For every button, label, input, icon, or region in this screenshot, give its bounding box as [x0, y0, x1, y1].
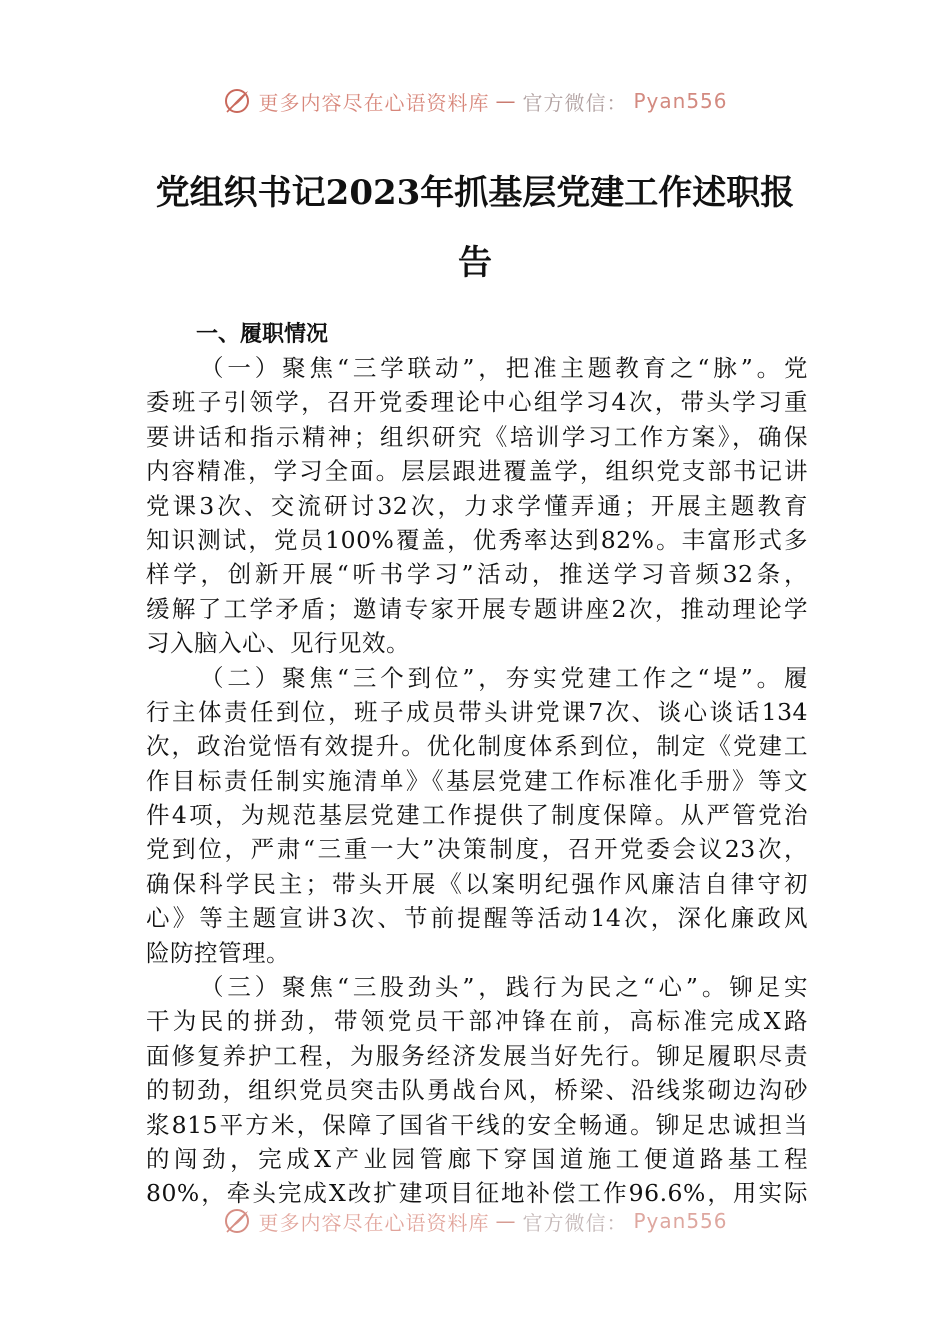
- watermark-text: 更多内容尽在心语资料库: [258, 1210, 490, 1235]
- watermark-dash: —: [495, 1209, 517, 1233]
- paragraph-3: [146, 970, 808, 1211]
- paragraph-line: （三）聚焦“三股劲头”，践行为民之“心”。铆足实: [200, 973, 808, 1002]
- paragraph-line: （一）聚焦“三学联动”，把准主题教育之“脉”。党: [200, 354, 808, 382]
- paragraph-line: 的韧劲，组织党员突击队勇战台风，桥梁、沿线浆砌边沟砂: [146, 1076, 808, 1105]
- feather-pen-logo-icon: [222, 1206, 252, 1236]
- paragraph-line: 作目标责任制实施清单》《基层党建工作标准化手册》等文: [146, 766, 808, 795]
- paragraph-line: 要讲话和指示精神；组织研究《培训学习工作方案》，确保: [146, 422, 808, 451]
- document-title: [145, 158, 805, 298]
- footer-watermark: [0, 1206, 950, 1240]
- watermark-wechat-label: 官方微信：: [522, 90, 628, 115]
- paragraph-line: 确保科学民主；带头开展《以案明纪强作风廉洁自律守初: [146, 869, 808, 898]
- paragraph-line: 知识测试，党员100%覆盖，优秀率达到82%。丰富形式多: [146, 525, 808, 554]
- paragraph-line: 样学，创新开展“听书学习”活动，推送学习音频32条，: [146, 560, 808, 589]
- paragraph-line: 面修复养护工程，为服务经济发展当好先行。铆足履职尽责: [146, 1041, 808, 1070]
- paragraph-line: 次，政治觉悟有效提升。优化制度体系到位，制定《党建工: [146, 732, 808, 761]
- watermark-wechat-id: Pyan556: [633, 1209, 728, 1233]
- paragraph-line: 的闯劲，完成X产业园管廊下穿国道施工便道路基工程: [146, 1144, 808, 1173]
- title-line-1: 党组织书记2023年抓基层党建工作述职报: [155, 173, 795, 213]
- feather-pen-logo-icon: [222, 86, 252, 116]
- watermark-wechat-label: 官方微信：: [522, 1210, 628, 1235]
- paragraph-line: 浆815平方米，保障了国省干线的安全畅通。铆足忠诚担当: [146, 1110, 808, 1139]
- watermark-wechat-id: Pyan556: [633, 89, 728, 113]
- watermark-dash: —: [495, 89, 517, 113]
- document-body: [146, 351, 808, 1211]
- section-heading: 一、履职情况: [196, 322, 329, 347]
- paragraph-line: 险防控管理。: [146, 938, 290, 967]
- paragraph-line: 缓解了工学矛盾；邀请专家开展专题讲座2次，推动理论学: [146, 594, 808, 623]
- paragraph-line: 干为民的拼劲，带领党员干部冲锋在前，高标准完成X路: [146, 1007, 808, 1036]
- paragraph-line: 内容精准，学习全面。层层跟进覆盖学，组织党支部书记讲: [146, 457, 808, 486]
- paragraph-line: 行主体责任到位，班子成员带头讲党课7次、谈心谈话134: [146, 697, 808, 726]
- paragraph-line: 党到位，严肃“三重一大”决策制度，召开党委会议23次，: [146, 835, 808, 864]
- paragraph-line: 委班子引领学，召开党委理论中心组学习4次，带头学习重: [146, 388, 808, 417]
- paragraph-line: 心》等主题宣讲3次、节前提醒等活动14次，深化廉政风: [146, 904, 808, 933]
- header-watermark: [0, 86, 950, 120]
- paragraph-line: 习入脑入心、见行见效。: [146, 629, 410, 658]
- paragraph-line: （二）聚焦“三个到位”，夯实党建工作之“堤”。履: [200, 663, 808, 692]
- title-line-2: 告: [458, 243, 492, 283]
- watermark-text: 更多内容尽在心语资料库: [258, 90, 490, 115]
- paragraph-2: [146, 661, 808, 971]
- paragraph-line: 党课3次、交流研讨32次，力求学懂弄通；开展主题教育: [146, 491, 808, 520]
- paragraph-1: [146, 351, 808, 661]
- paragraph-line: 80%，牵头完成X改扩建项目征地补偿工作96.6%，用实际: [146, 1179, 808, 1208]
- paragraph-line: 件4项，为规范基层党建工作提供了制度保障。从严管党治: [146, 801, 808, 830]
